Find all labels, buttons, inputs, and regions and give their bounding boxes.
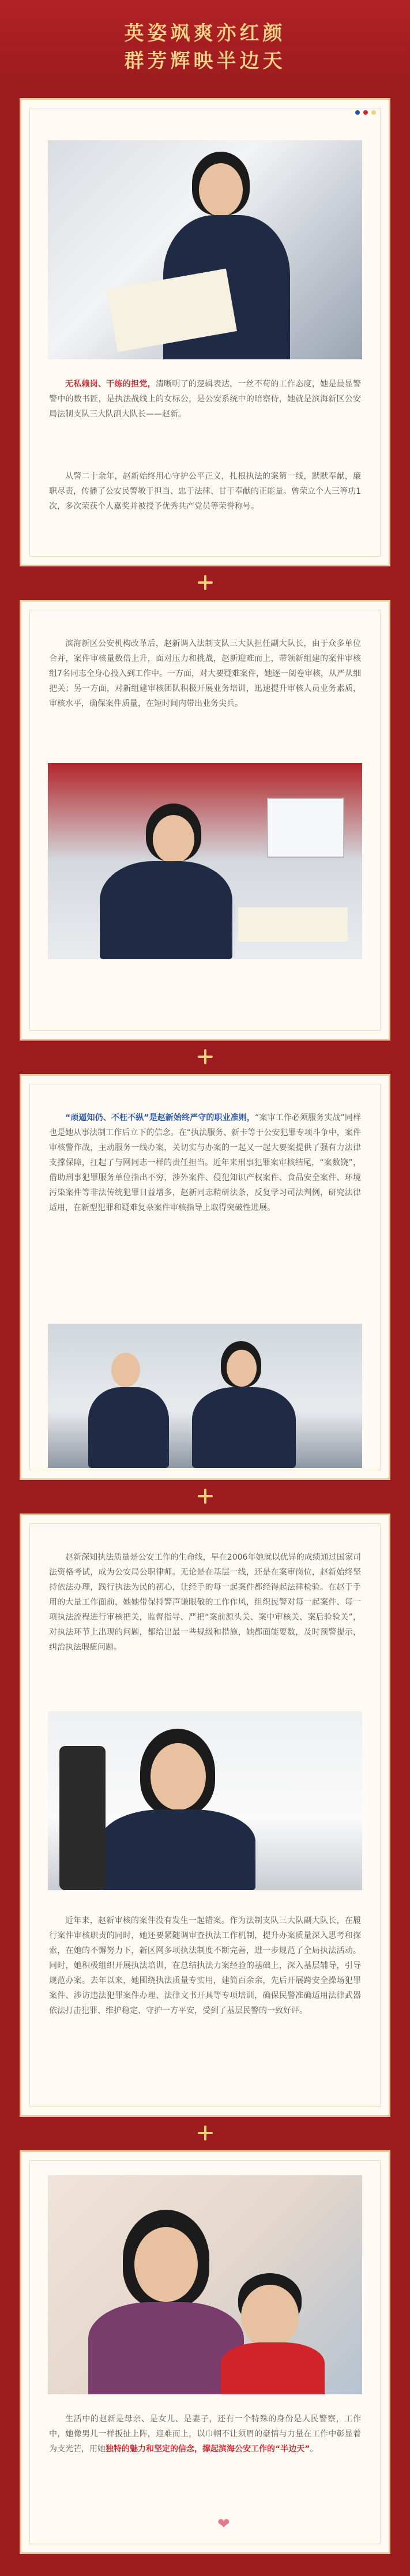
separator-star: [0, 1485, 410, 1508]
star-icon: [198, 575, 213, 590]
photo-portrait: [48, 1711, 362, 1890]
section4-card: [20, 1514, 390, 2117]
photo-desk-work: [48, 763, 362, 959]
section1-highlight: 无私赖岗、干练的担党，: [65, 380, 156, 389]
section2-paragraph: 滨海新区公安机构改革后，赵新调入法制支队三大队担任副大队长，由于众多单位合并，案件审核量数倍上升，面对压力和挑战，赵新迎难而上，带领新组建的案件审核组7名同志全身心投入到工作中。一方面，对大要疑难案件，她逐一阅卷审核，从严从细把关；另一方面，对新组建审核团队积极开展业务培训，迅速提升审核人员业务素质，审核水平，确保案件质量，在短时间内带出业务尖兵。: [49, 639, 361, 708]
separator-star: [0, 2121, 410, 2145]
header-banner: [0, 0, 410, 87]
star-icon: [198, 2126, 213, 2141]
section1-card: [20, 98, 390, 566]
page-title-line1: 英姿飒爽亦红颜: [124, 22, 286, 45]
star-icon: [198, 1049, 213, 1064]
section1-paragraph1: 无私赖岗、干练的担党，清晰明了的逻辑表达，一丝不苟的工作态度，她是最显警警中的数书匠，是执法战线上的女标公，是公安系统中的暗察侍，她就是滨海新区公安局法制支队三大队副大队长——赵新。: [49, 380, 361, 419]
heart-icon: ❤: [217, 2515, 230, 2533]
section1-paragraph2: 从警二十余年，赵新始终用心守护公平正义，扎根执法的案第一线，默默奉献，廉职尽责，传播了公安民警敏于担当、忠于法律、甘于奉献的正能量。曾荣立个人三等功1次，多次荣获个人嘉奖并被授予优秀共产党员等荣誉称号。: [49, 472, 361, 511]
section5-card: [20, 2150, 390, 2554]
photo-family: [48, 2175, 362, 2394]
section4-paragraph2: 近年来，赵新审核的案件没有发生一起错案。作为法制支队三大队副大队长，在履行案件审核职责的同时，她还要紧随调审查执法工作机制，提升办案质量深入思考和探索，在她的不懈努力下，新区网多项执法制度不断完善，进一步规范了全局执法活动。同时，她积极组织开展执法培训，在总结执法力案经验的基础上，深入基层辅导，引导规范办案。去年以来，她围绕执法质量专实用，建简百余余，先后开展跨安全操场犯罪案件、涉访违法犯罪案件办理、法律文书开具等专项培训，确保民警准确适用法律武器依法打击犯罪、维护稳定、守护一方平安，受到了基层民警的一致好评。: [49, 1916, 361, 2015]
star-icon: [198, 1489, 213, 1504]
page-title-line2: 群芳辉映半边天: [124, 50, 286, 73]
section3-card: [20, 1074, 390, 1480]
section5-highlight: 独特的魅力和坚定的信念，撑起滨海公安工作的“半边天”: [106, 2444, 310, 2454]
separator-star: [0, 1045, 410, 1068]
decoration-dots: [355, 110, 376, 115]
section3-highlight: “顽逼知仍、不枉不纵”是赵新始终严守的职业准则，: [65, 1113, 255, 1122]
section4-paragraph1: 赵新深知执法质量是公安工作的生命线，早在2006年她就以优异的成绩通过国家司法资格考试，成为公安局公职律师。无论是在基层一线，还是在案审岗位，赵新始终坚持依法办理，践行执法为民的初心，让经手的每一起案件都经得起法律检验。在赵于手用的大量工作面前，她她带保持警声谦眼敬的工作作风，组织民警对每一起案件、每一项执法流程进行审核把关，监督指导、严把“案前源头关、案中审核关、案后验验关”，对执法环节上出现的问题，都给出最一些规级和措施，她都面能要数，及时预警提示，纠治执法瑕疵问题。: [49, 1553, 361, 1652]
section2-card: [20, 600, 390, 1041]
photo-meeting: [48, 1324, 362, 1468]
section5-paragraph: 生活中的赵新是母亲、是女儿、是妻子，还有一个特殊的身份是人民警察，工作中，她像男儿一样扳扯上阵，迎难而上，以巾帼不让须眉的豪情与力量在工作中彰显着为支光芒，用她独特的魅力和坚定的信念，撑起滨海公安工作的“半边天”。: [49, 2414, 361, 2454]
photo-reading-document: [48, 140, 362, 359]
section3-paragraph: “顽逼知仍、不枉不纵”是赵新始终严守的职业准则，“案审工作必须服务实战”同样也是她从事法制工作后立下的信念。在“执法服务、新卡等于公安犯罪专项斗争中，案件审核警作战，主动服务一线办案，关切实与办案的一起又一起大要案提供了强有力法律支撑保障，扛起了与网同志一样的责任担当。近年来刑事犯罪案审核结尾，“案数饶”，借助刑事犯罪服务单位指出不穷，涉外案件、侵犯知识产权案件、食品安全案件、环境污染案件等非法传统犯罪日益增多，赵新同志精研法条，反复学习司法判例，研究法律适用，在新型犯罪和疑难复杂案件审核指导上取得突破性进展。: [49, 1113, 361, 1212]
separator-star: [0, 571, 410, 594]
